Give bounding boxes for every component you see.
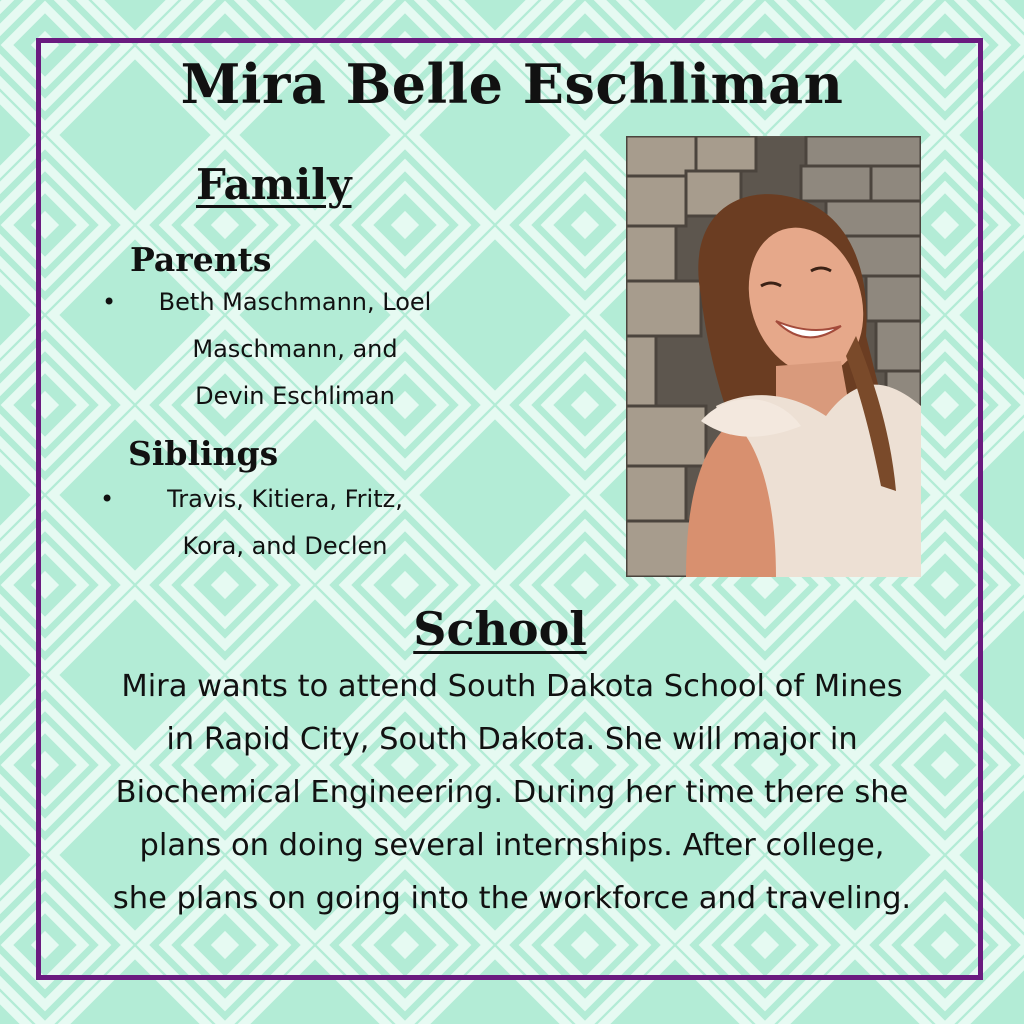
page-title: Mira Belle Eschliman [180, 52, 844, 116]
portrait-illustration [626, 136, 921, 577]
parents-line: Devin Eschliman [195, 382, 395, 410]
siblings-line: Kora, and Declen [182, 532, 388, 560]
siblings-heading: Siblings [128, 434, 279, 473]
family-heading: Family [196, 160, 352, 209]
bullet-dot-icon: • [100, 485, 115, 513]
portrait-photo [626, 136, 921, 577]
parents-list [102, 279, 460, 420]
school-line: in Rapid City, South Dakota. She will major in [166, 722, 858, 757]
school-paragraph [50, 660, 974, 925]
parents-line: Maschmann, and [192, 335, 398, 363]
parents-heading: Parents [130, 240, 272, 279]
parents-line: Beth Maschmann, Loel [158, 288, 432, 316]
school-line: she plans on going into the workforce and traveling. [112, 881, 912, 916]
siblings-list [100, 476, 440, 570]
school-line: Biochemical Engineering. During her time there she [115, 775, 909, 810]
school-line: Mira wants to attend South Dakota School of Mines [121, 669, 903, 704]
siblings-line: Travis, Kitiera, Fritz, [167, 485, 403, 513]
school-line: plans on doing several internships. After college, [139, 828, 885, 863]
bullet-dot-icon: • [102, 288, 117, 316]
school-heading: School [413, 602, 587, 656]
